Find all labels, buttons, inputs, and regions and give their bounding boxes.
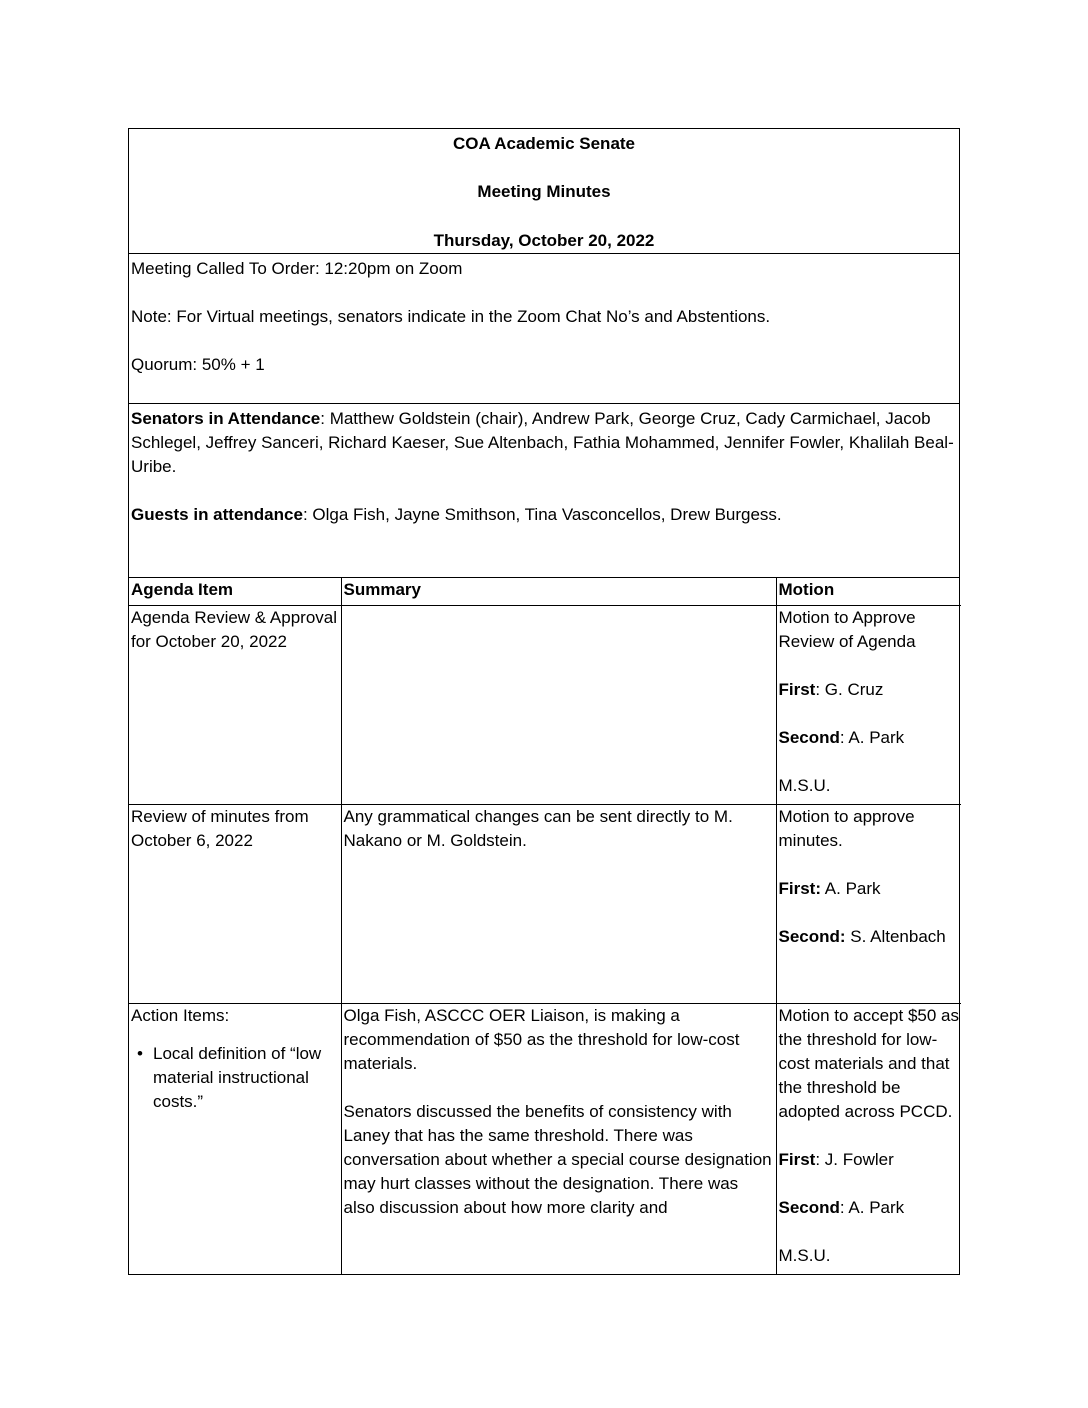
second-name: : A. Park <box>839 727 905 747</box>
senators-label: Senators in Attendance <box>131 409 321 428</box>
guests-label: Guests in attendance <box>131 505 303 524</box>
motion-cell <box>776 1003 961 1274</box>
intro-block <box>129 254 959 404</box>
attendance-block <box>129 404 959 578</box>
first-line <box>779 678 960 702</box>
motion-cell <box>776 804 961 1003</box>
second-label: Second: <box>778 926 846 946</box>
meeting-date: Thursday, October 20, 2022 <box>433 231 655 250</box>
minutes-frame <box>128 128 960 1275</box>
virtual-note: Note: For Virtual meetings, senators indicate in the Zoom Chat No’s and Abstentions. <box>131 307 771 326</box>
table-row <box>129 1003 961 1274</box>
motion-text: Motion to Approve Review of Agenda <box>778 607 916 651</box>
agenda-table <box>129 578 961 1274</box>
senators-attendance <box>131 407 959 479</box>
summary-paragraph: Senators discussed the benefits of consistency with Laney that has the same threshold. There was conversation about whether a special course designation may hurt classes without the designation. There was also discussion about how more clarity and <box>343 1101 772 1217</box>
quorum: Quorum: 50% + 1 <box>131 355 265 374</box>
first-label: First: <box>778 878 821 898</box>
second-name: : A. Park <box>839 1197 905 1217</box>
second-name: S. Altenbach <box>845 926 946 946</box>
guests-attendance <box>131 503 959 527</box>
motion-cell <box>776 605 961 804</box>
senators-list: : Matthew Goldstein (chair), Andrew Park, George Cruz, Cady Carmichael, Jacob Schlegel, Jeffrey Sanceri, Richard Kaeser, Sue Altenbach, Fathia Mohammed, Jennifer Fowler, Khalilah Beal-Uribe. <box>131 409 954 476</box>
called-to-order: Meeting Called To Order: 12:20pm on Zoom <box>131 259 463 278</box>
document-header <box>129 129 959 254</box>
column-header: Agenda Item <box>129 578 341 605</box>
second-line <box>779 1196 960 1220</box>
agenda-item-cell: Agenda Review & Approval for October 20, 2022 <box>129 605 341 804</box>
second-label: Second <box>778 1197 840 1217</box>
motion-text: Motion to approve minutes. <box>778 806 915 850</box>
summary-cell <box>341 1003 776 1274</box>
second-label: Second <box>778 727 840 747</box>
table-header-row <box>129 578 961 605</box>
column-header: Motion <box>776 578 961 605</box>
first-label: First <box>778 679 816 699</box>
summary-cell: Any grammatical changes can be sent directly to M. Nakano or M. Goldstein. <box>341 804 776 1003</box>
first-line <box>779 877 960 901</box>
column-header: Summary <box>341 578 776 605</box>
first-line <box>779 1148 960 1172</box>
first-name: : G. Cruz <box>815 679 884 699</box>
table-row <box>129 605 961 804</box>
agenda-item-cell: Review of minutes from October 6, 2022 <box>129 804 341 1003</box>
motion-result: M.S.U. <box>778 775 831 795</box>
first-label: First <box>778 1149 816 1169</box>
action-items-label: Action Items: <box>131 1005 230 1025</box>
motion-text: Motion to accept $50 as the threshold for low-cost materials and that the threshold be adopted across PCCD. <box>778 1005 960 1121</box>
list-item: • Local definition of “low material instructional costs.” <box>153 1042 339 1114</box>
summary-cell <box>341 605 776 804</box>
second-line <box>779 925 960 949</box>
summary-paragraph: Olga Fish, ASCCC OER Liaison, is making a recommendation of $50 as the threshold for low-cost materials. <box>343 1005 740 1073</box>
table-row <box>129 804 961 1003</box>
agenda-item-cell <box>129 1003 341 1274</box>
second-line <box>779 726 960 750</box>
first-name: : J. Fowler <box>815 1149 894 1169</box>
motion-result: M.S.U. <box>778 1245 831 1265</box>
document-title: Meeting Minutes <box>477 182 611 201</box>
first-name: A. Park <box>821 878 881 898</box>
org-name: COA Academic Senate <box>452 134 636 153</box>
guests-list: : Olga Fish, Jayne Smithson, Tina Vasconcellos, Drew Burgess. <box>302 505 782 524</box>
action-items-list <box>131 1042 339 1114</box>
